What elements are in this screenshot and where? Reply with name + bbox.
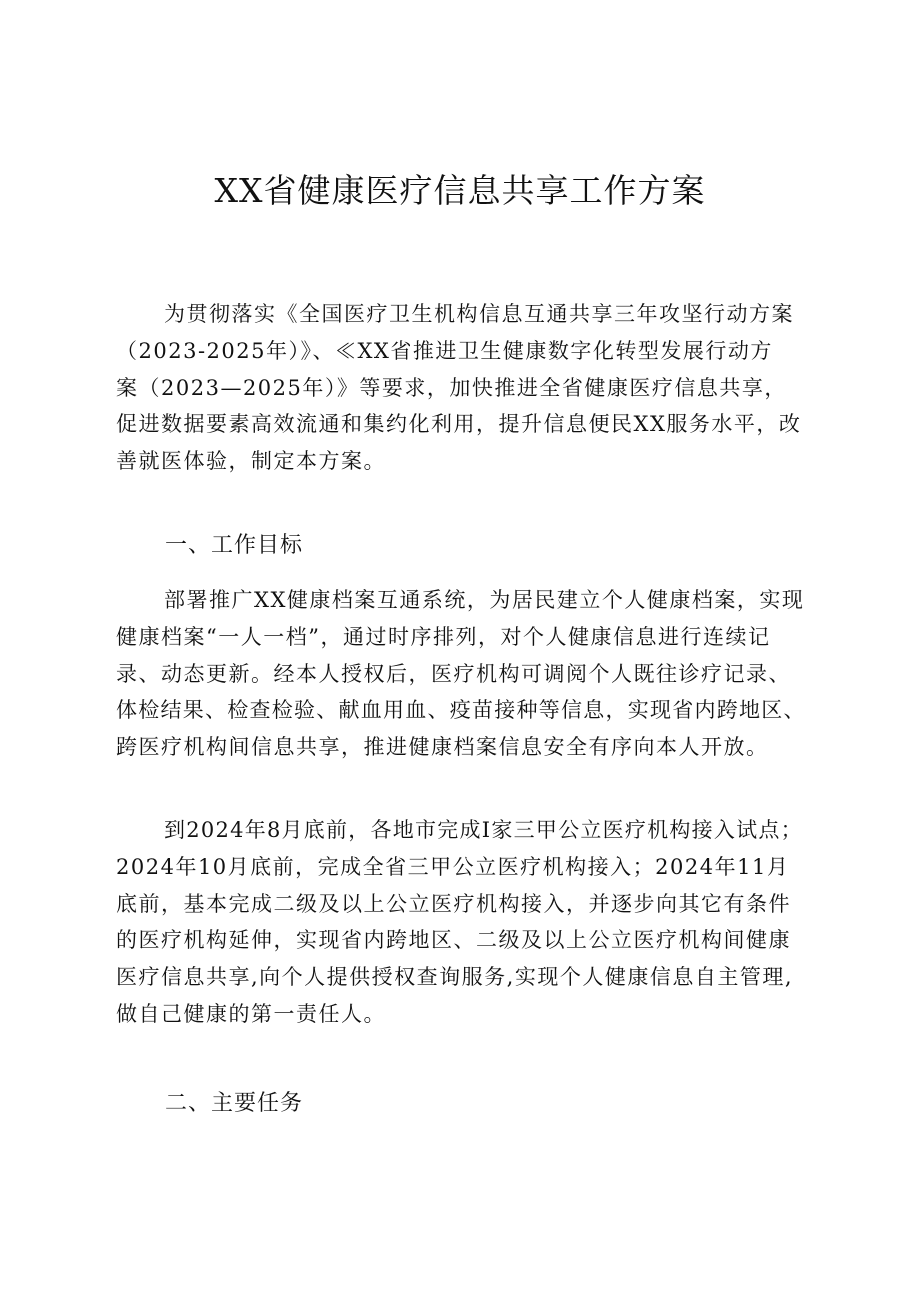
goals-paragraph-2 [116, 812, 806, 1033]
paragraph-line: （2023-2025年）》、≪XX省推进卫生健康数字化转型发展行动方 [116, 338, 773, 363]
paragraph-line: 健康档案“一人一档”，通过时序排列，对个人健康信息进行连续记 [116, 624, 771, 649]
paragraph-line: 到2024年8月底前，各地市完成I家三甲公立医疗机构接入试点； [164, 818, 803, 842]
goals-paragraph-1 [116, 582, 806, 766]
paragraph-line: 善就医体验，制定本方案。 [116, 449, 386, 474]
paragraph-line: 录、动态更新。经本人授权后，医疗机构可调阅个人既往诊疗记录、 [116, 661, 791, 686]
paragraph-line: 2024年10月底前，完成全省三甲公立医疗机构接入；2024年11月 [116, 854, 790, 879]
section-heading-tasks: 二、主要任务 [165, 1091, 304, 1116]
paragraph-line: 做自己健康的第一责任人。 [116, 1001, 386, 1026]
paragraph-line: 部署推广XX健康档案互通系统，为居民建立个人健康档案，实现 [164, 588, 805, 612]
intro-paragraph [116, 296, 806, 480]
paragraph-line: 促进数据要素高效流通和集约化利用，提升信息便民XX服务水平，改 [116, 412, 802, 437]
paragraph-line: 案（2023—2025年）》等要求，加快推进全省健康医疗信息共享， [116, 375, 787, 400]
paragraph-line: 为贯彻落实《全国医疗卫生机构信息互通共享三年攻坚行动方案 [164, 302, 794, 326]
paragraph-line: 医疗信息共享,向个人提供授权查询服务,实现个人健康信息自主管理, [116, 965, 794, 990]
paragraph-line: 跨医疗机构间信息共享，推进健康档案信息安全有序向本人开放。 [116, 735, 769, 760]
section-heading-goals: 一、工作目标 [165, 533, 304, 558]
paragraph-line: 底前，基本完成二级及以上公立医疗机构接入，并逐步向其它有条件 [116, 891, 791, 916]
document-title: XX省健康医疗信息共享工作方案 [214, 171, 706, 210]
paragraph-line: 的医疗机构延伸，实现省内跨地区、二级及以上公立医疗机构间健康 [116, 928, 791, 953]
paragraph-line: 体检结果、检查检验、献血用血、疫苗接种等信息，实现省内跨地区、 [116, 698, 806, 723]
